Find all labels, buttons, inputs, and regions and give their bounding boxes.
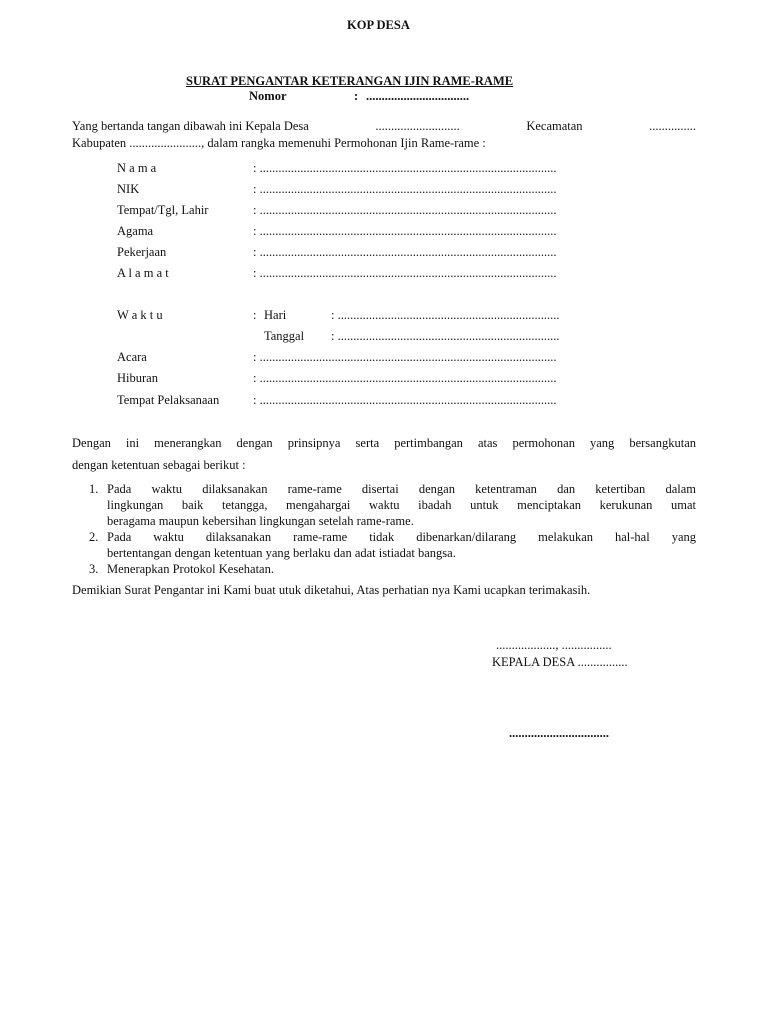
signature-role: KEPALA DESA ................ (492, 655, 628, 669)
signature-name: ................................ (509, 726, 609, 740)
condition-2-line-2: bertentangan dengan ketentuan yang berlaku dan adat istiadat bangsa. (107, 546, 456, 560)
waktu-colon: : (253, 308, 257, 322)
field-value-pekerjaan: : ............................................................................................... (253, 245, 557, 259)
field-label-agama: Agama (117, 224, 154, 238)
tanggal-label: Tanggal (264, 329, 305, 343)
field-label-nama: N a m a (117, 161, 157, 175)
nomor-colon: : (354, 89, 359, 103)
condition-2-line-1: Pada waktu dilaksanakan rame-rame tidak dibenarkan/dilarang melakukan hal-hal yang (107, 530, 696, 544)
nomor-label: Nomor (249, 89, 287, 103)
hari-value: : ....................................................................... (331, 308, 560, 322)
field-value-hiburan: : ............................................................................................... (253, 371, 557, 385)
condition-1-number: 1. (89, 482, 99, 496)
field-label-ttl: Tempat/Tgl, Lahir (117, 203, 209, 217)
field-value-alamat: : ............................................................................................... (253, 266, 557, 280)
intro-line-2: Kabupaten ......................., dalam rangka memenuhi Permohonan Ijin Rame-rame : (72, 136, 486, 150)
closing-statement: Demikian Surat Pengantar ini Kami buat utuk diketahui, Atas perhatian nya Kami ucapkan terimakasih. (72, 583, 591, 597)
condition-1-line-1: Pada waktu dilaksanakan rame-rame disertai dengan ketentraman dan ketertiban dalam (107, 482, 696, 496)
tanggal-value: : ....................................................................... (331, 329, 560, 343)
field-value-nama: : ............................................................................................... (253, 161, 557, 175)
field-value-tempat-pelaksanaan: : ............................................................................................... (253, 393, 557, 407)
field-label-alamat: A l a m a t (117, 266, 169, 280)
condition-2-number: 2. (89, 530, 99, 544)
field-value-acara: : ............................................................................................... (253, 350, 557, 364)
condition-3-line-1: Menerapkan Protokol Kesehatan. (107, 562, 274, 576)
field-label-tempat-pelaksanaan: Tempat Pelaksanaan (117, 393, 220, 407)
kop-desa-header: KOP DESA (347, 18, 410, 32)
document-title: SURAT PENGANTAR KETERANGAN IJIN RAME-RAME (186, 74, 514, 88)
condition-1-line-2: lingkungan baik tetangga, mengahargai waktu ibadah untuk menciptakan kerukunan umat (107, 498, 696, 512)
field-value-nik: : ............................................................................................... (253, 182, 557, 196)
statement-line-1: Dengan ini menerangkan dengan prinsipnya serta pertimbangan atas permohonan yang bersangkutan (72, 436, 696, 450)
field-label-nik: NIK (117, 182, 140, 196)
nomor-value: ................................. (366, 89, 470, 103)
waktu-label: W a k t u (117, 308, 163, 322)
condition-1-line-3: beragama maupun kebersihan lingkungan setelah rame-rame. (107, 514, 414, 528)
signature-place-date: ..................., ................ (496, 638, 612, 652)
intro-text-a: Yang bertanda tangan dibawah ini Kepala Desa (72, 119, 309, 133)
field-value-agama: : ............................................................................................... (253, 224, 557, 238)
intro-text-kecamatan: Kecamatan (526, 119, 583, 133)
condition-3-number: 3. (89, 562, 99, 576)
field-label-hiburan: Hiburan (117, 371, 158, 385)
statement-line-2: dengan ketentuan sebagai berikut : (72, 458, 246, 472)
intro-dots-desa: ........................... (375, 119, 460, 133)
field-value-ttl: : ............................................................................................... (253, 203, 557, 217)
intro-dots-kecamatan: ............... (649, 119, 696, 133)
intro-line-1 (72, 119, 696, 134)
field-label-acara: Acara (117, 350, 147, 364)
field-label-pekerjaan: Pekerjaan (117, 245, 167, 259)
hari-label: Hari (264, 308, 287, 322)
